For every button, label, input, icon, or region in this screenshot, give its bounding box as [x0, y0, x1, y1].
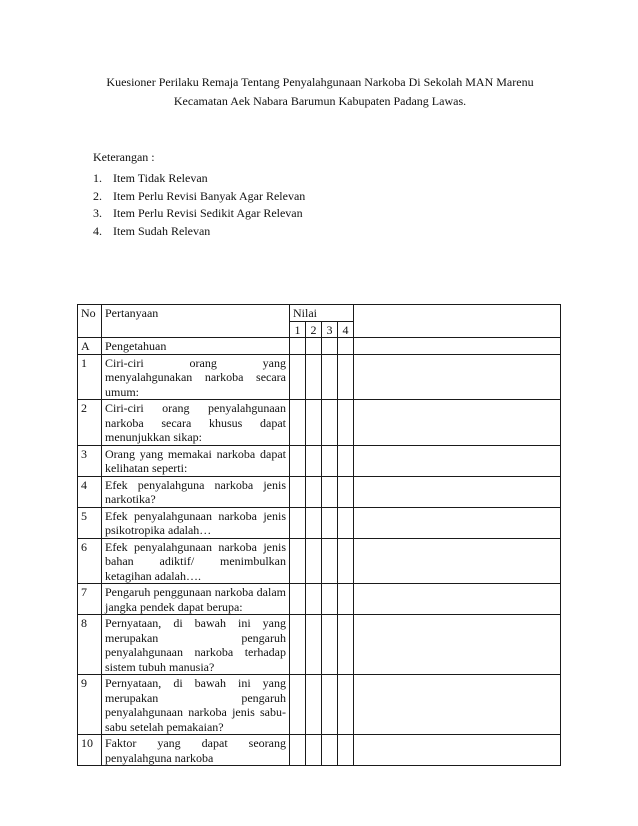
score-cell[interactable] [306, 615, 322, 675]
title-line-1: Kuesioner Perilaku Remaja Tentang Penyalahgunaan Narkoba Di Sekolah MAN Marenu [106, 75, 534, 89]
score-cell[interactable] [290, 615, 306, 675]
question-row [78, 675, 561, 735]
question-row [78, 445, 561, 476]
score-cell[interactable] [338, 338, 354, 355]
question-text: Pengaruh penggunaan narkoba dalam jangka pendek dapat berupa: [102, 584, 290, 615]
score-cell[interactable] [338, 735, 354, 766]
question-text: Ciri-ciri orang penyalahgunaan narkoba secara khusus dapat menunjukkan sikap: [102, 400, 290, 446]
section-row [78, 338, 561, 355]
blank-cell [354, 476, 561, 507]
question-row [78, 735, 561, 766]
legend-item-number: 2. [93, 188, 102, 203]
score-cell[interactable] [322, 476, 338, 507]
question-text: Ciri-ciri orang yang menyalahgunakan narkoba secara umum: [102, 354, 290, 400]
score-cell[interactable] [338, 354, 354, 400]
legend-item [93, 170, 305, 188]
score-header: 1 [290, 321, 306, 338]
question-number: 2 [78, 400, 102, 446]
score-cell[interactable] [290, 584, 306, 615]
legend-item-text: Item Perlu Revisi Banyak Agar Relevan [113, 188, 306, 203]
question-text: Efek penyalahgunaan narkoba jenis psikotropika adalah… [102, 507, 290, 538]
score-cell[interactable] [338, 507, 354, 538]
document-title [80, 73, 560, 111]
keterangan-label: Keterangan : [93, 150, 155, 164]
blank-cell [354, 338, 561, 355]
question-row [78, 615, 561, 675]
blank-cell [354, 615, 561, 675]
blank-cell [354, 538, 561, 584]
blank-cell [354, 675, 561, 735]
score-header: 3 [322, 321, 338, 338]
score-cell[interactable] [290, 476, 306, 507]
score-cell[interactable] [306, 584, 322, 615]
question-number: 7 [78, 584, 102, 615]
score-cell[interactable] [338, 400, 354, 446]
score-cell[interactable] [290, 538, 306, 584]
table-header-row [78, 305, 561, 322]
blank-cell [354, 354, 561, 400]
score-cell[interactable] [322, 735, 338, 766]
score-cell[interactable] [322, 675, 338, 735]
blank-cell [354, 400, 561, 446]
score-cell[interactable] [290, 675, 306, 735]
question-text: Pernyataan, di bawah ini yang merupakan pengaruh penyalahgunaan narkoba jenis sabu-sabu setelah pemakaian? [102, 675, 290, 735]
legend-item [93, 205, 305, 223]
blank-column-header [354, 305, 561, 338]
legend-item-number: 3. [93, 206, 102, 220]
legend-list [93, 170, 305, 240]
question-number: 5 [78, 507, 102, 538]
score-cell[interactable] [306, 507, 322, 538]
question-number: 3 [78, 445, 102, 476]
score-cell[interactable] [290, 354, 306, 400]
question-row [78, 584, 561, 615]
legend-item-number: 4. [93, 223, 102, 238]
question-row [78, 354, 561, 400]
score-cell[interactable] [322, 584, 338, 615]
header-no: No [78, 305, 102, 338]
section-code: A [78, 338, 102, 355]
legend-item-text: Item Sudah Relevan [113, 223, 211, 238]
blank-cell [354, 735, 561, 766]
score-cell[interactable] [338, 445, 354, 476]
question-text: Orang yang memakai narkoba dapat kelihatan seperti: [102, 445, 290, 476]
question-row [78, 538, 561, 584]
question-text: Efek penyalahgunaan narkoba jenis bahan adiktif/ menimbulkan ketagihan adalah…. [102, 538, 290, 584]
score-cell[interactable] [306, 735, 322, 766]
question-row [78, 476, 561, 507]
blank-cell [354, 445, 561, 476]
score-cell[interactable] [290, 338, 306, 355]
blank-cell [354, 584, 561, 615]
score-cell[interactable] [322, 338, 338, 355]
score-cell[interactable] [290, 400, 306, 446]
question-number: 4 [78, 476, 102, 507]
legend-item [93, 188, 305, 206]
score-cell[interactable] [290, 735, 306, 766]
score-cell[interactable] [290, 507, 306, 538]
score-cell[interactable] [290, 445, 306, 476]
question-row [78, 400, 561, 446]
question-text: Efek penyalahguna narkoba jenis narkotika? [102, 476, 290, 507]
score-cell[interactable] [322, 538, 338, 584]
score-cell[interactable] [306, 538, 322, 584]
score-cell[interactable] [306, 400, 322, 446]
score-cell[interactable] [338, 615, 354, 675]
question-text: Pernyataan, di bawah ini yang merupakan pengaruh penyalahgunaan narkoba terhadap sistem tubuh manusia? [102, 615, 290, 675]
score-cell[interactable] [306, 476, 322, 507]
question-number: 1 [78, 354, 102, 400]
score-header: 2 [306, 321, 322, 338]
score-cell[interactable] [338, 584, 354, 615]
blank-cell [354, 507, 561, 538]
section-label: Pengetahuan [102, 338, 290, 355]
score-cell[interactable] [322, 445, 338, 476]
questionnaire-table [77, 304, 561, 766]
score-cell[interactable] [322, 507, 338, 538]
question-number: 8 [78, 615, 102, 675]
question-number: 6 [78, 538, 102, 584]
score-cell[interactable] [306, 354, 322, 400]
question-number: 10 [78, 735, 102, 766]
score-cell[interactable] [322, 354, 338, 400]
legend-item [93, 223, 305, 241]
score-cell[interactable] [322, 400, 338, 446]
score-cell[interactable] [338, 675, 354, 735]
score-cell[interactable] [306, 338, 322, 355]
question-text: Faktor yang dapat seorang penyalahguna narkoba [102, 735, 290, 766]
score-cell[interactable] [306, 445, 322, 476]
header-question: Pertanyaan [102, 305, 290, 338]
question-row [78, 507, 561, 538]
question-number: 9 [78, 675, 102, 735]
legend-item-text: Item Perlu Revisi Sedikit Agar Relevan [113, 206, 303, 220]
legend-item-number: 1. [93, 171, 102, 185]
score-cell[interactable] [338, 476, 354, 507]
score-cell[interactable] [322, 615, 338, 675]
score-cell[interactable] [338, 538, 354, 584]
score-cell[interactable] [306, 675, 322, 735]
title-line-2: Kecamatan Aek Nabara Barumun Kabupaten Padang Lawas. [173, 94, 467, 108]
legend-item-text: Item Tidak Relevan [113, 171, 208, 185]
score-header: 4 [338, 321, 354, 338]
header-nilai: Nilai [290, 305, 354, 322]
